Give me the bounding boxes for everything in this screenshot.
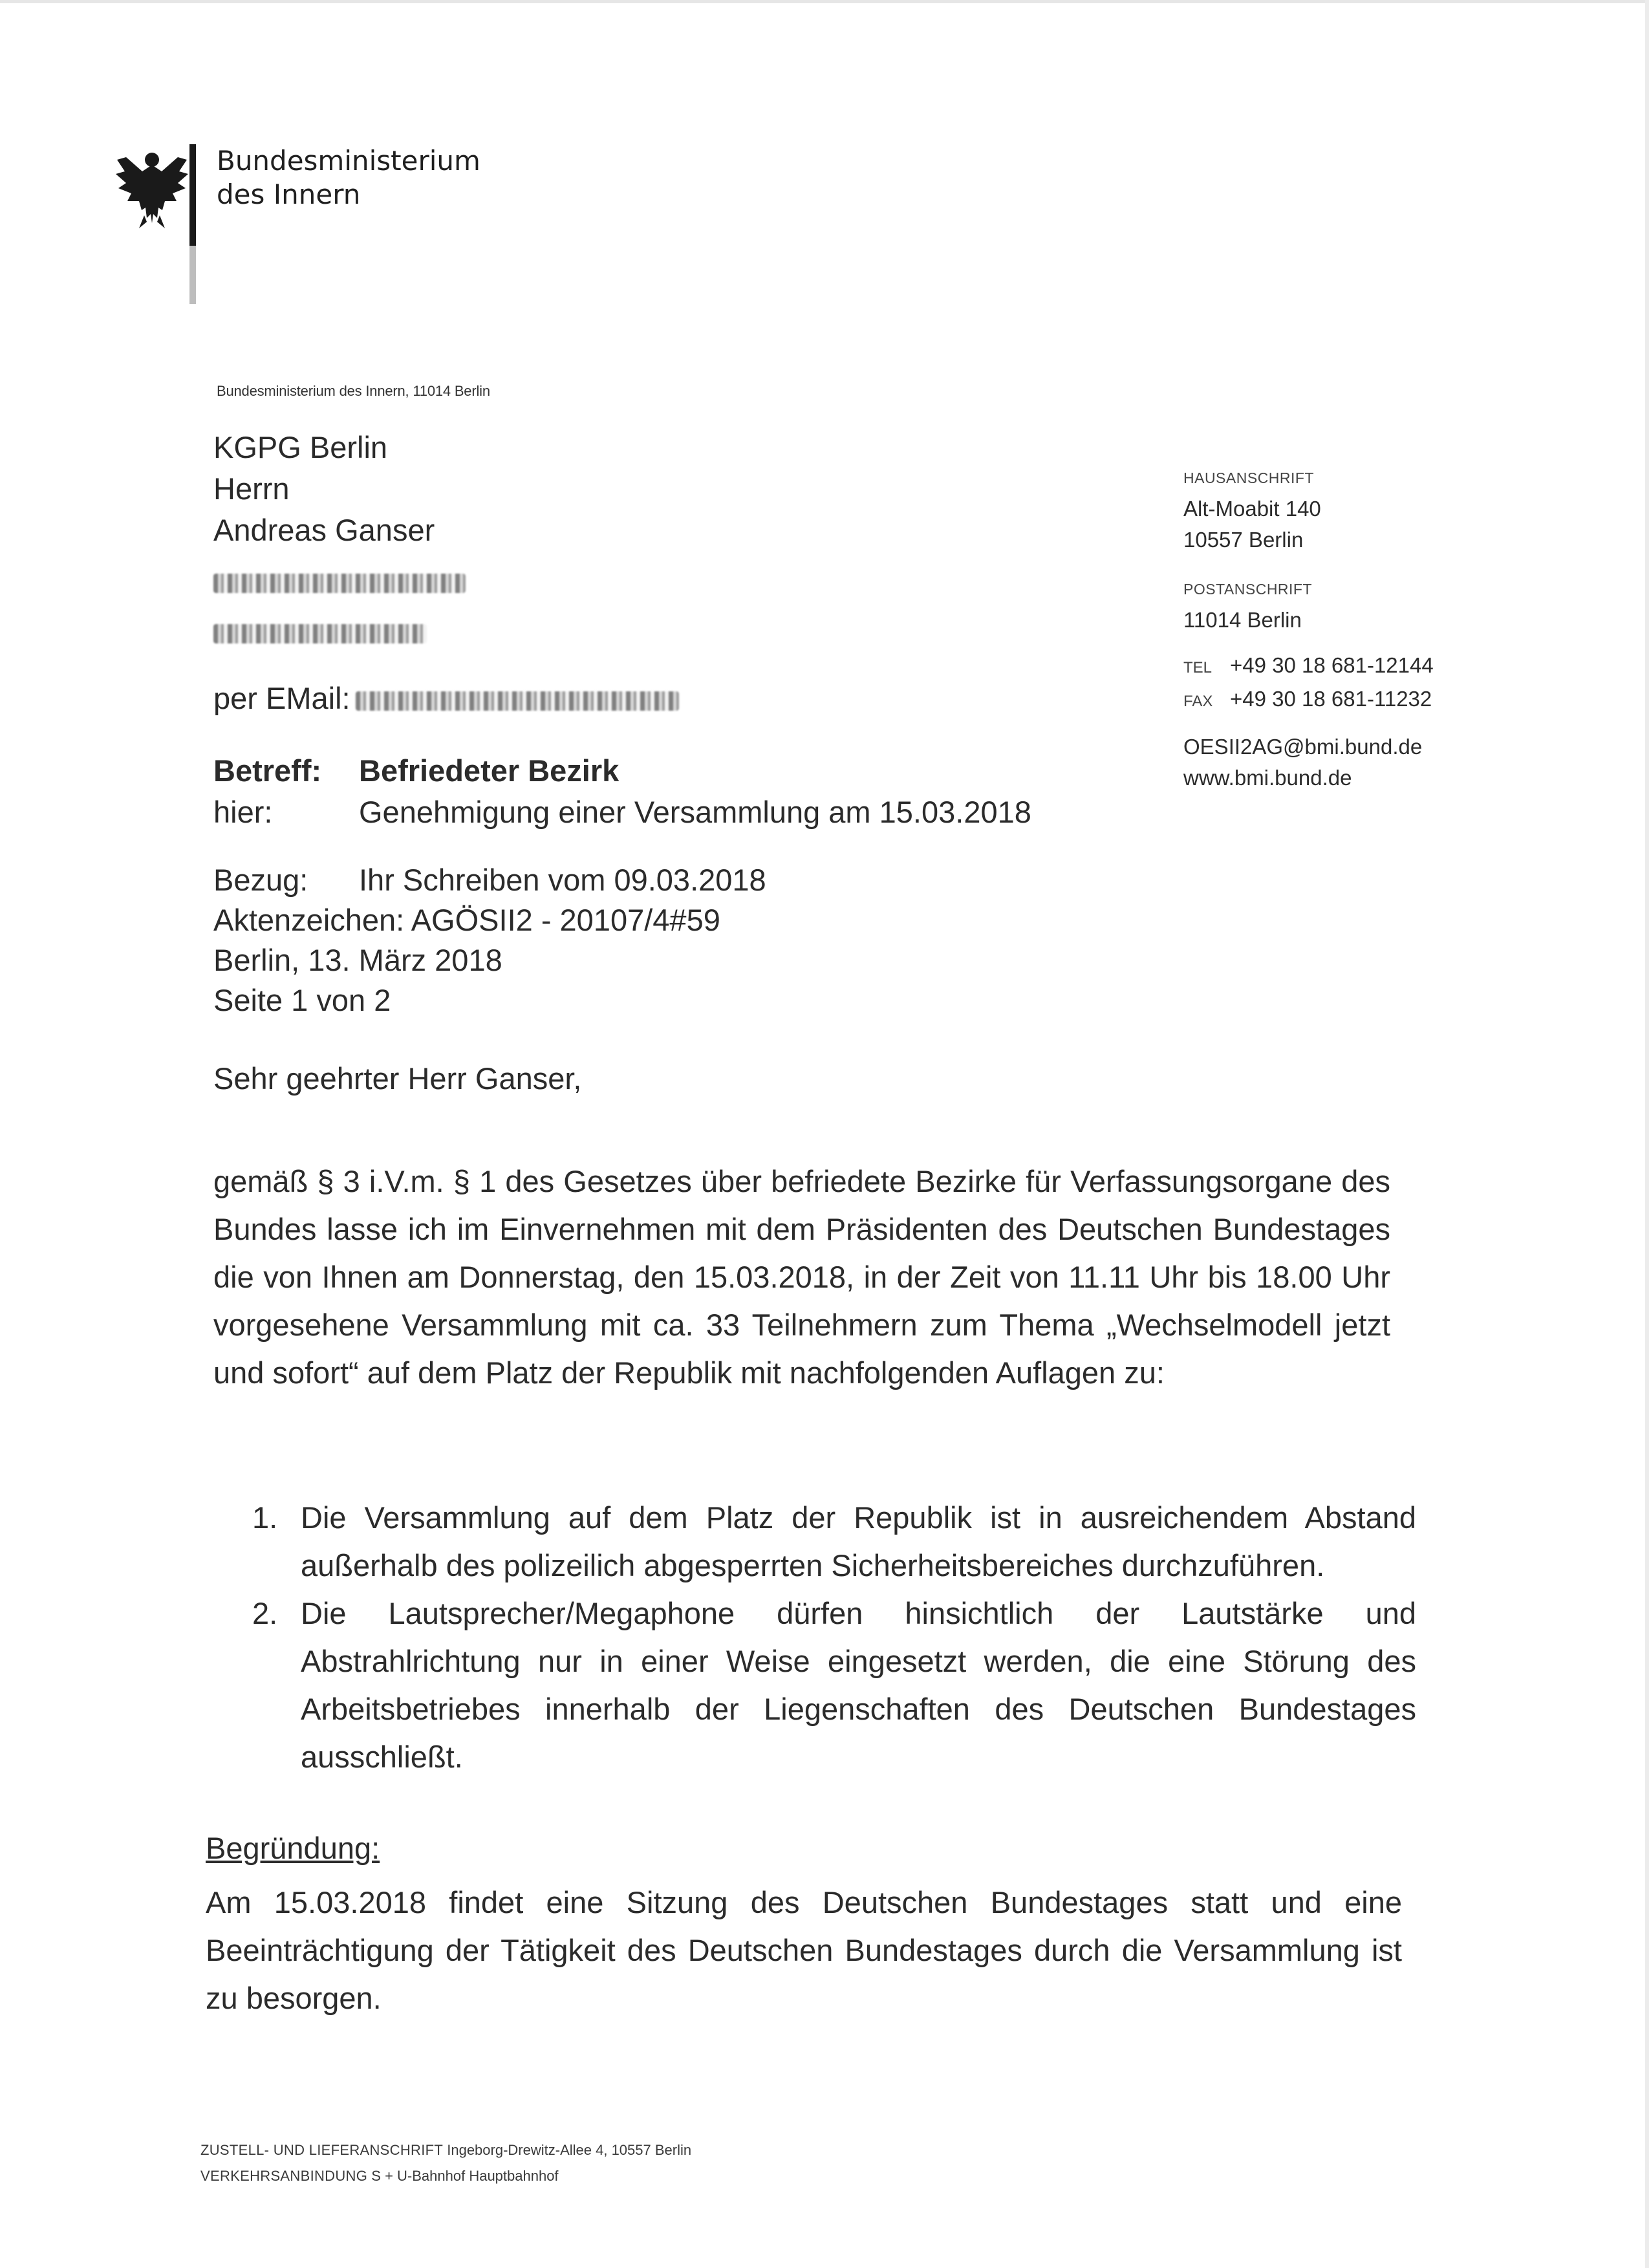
ministry-name-line1: Bundesministerium (217, 145, 480, 177)
list-item-text: Die Lautsprecher/Megaphone dürfen hinsichtlich der Lautstärke und Abstrahlrichtung nur in einer Weise eingesetzt werden, die eine Störung des Arbeitsbetriebes innerhalb der Liegenschaften des Deutschen Bundestages ausschließt. (301, 1596, 1416, 1774)
email-line (213, 680, 679, 716)
betreff-label: Betreff: (213, 753, 322, 788)
ministry-name (217, 144, 480, 211)
tel-label: TEL (1183, 659, 1212, 676)
contact-web: www.bmi.bund.de (1183, 766, 1352, 790)
recipient-org: KGPG Berlin (213, 430, 388, 464)
hier-row (213, 792, 1031, 833)
reference-block (213, 860, 766, 1021)
footer (200, 2137, 691, 2189)
hier-value: Genehmigung einer Versammlung am 15.03.2018 (359, 795, 1031, 829)
contact-email: OESII2AG@bmi.bund.de (1183, 735, 1423, 759)
bezug-row (213, 860, 766, 900)
fax-number: +49 30 18 681-11232 (1230, 687, 1432, 711)
list-item (252, 1494, 1416, 1590)
redacted-city (213, 610, 466, 652)
tel-row (1183, 650, 1546, 684)
list-item-number: 1. (252, 1500, 278, 1535)
brand-bar-grey (189, 246, 196, 304)
hausanschrift-city: 10557 Berlin (1183, 528, 1304, 552)
subject-block (213, 750, 1031, 833)
redacted-email (356, 691, 679, 711)
betreff-row (213, 750, 1031, 792)
fax-label: FAX (1183, 693, 1213, 710)
list-item-text: Die Versammlung auf dem Platz der Republik ist in ausreichendem Abstand außerhalb des polizeilich abgesperrten Sicherheitsbereiches durchzuführen. (301, 1500, 1416, 1582)
begruendung-heading: Begründung: (206, 1831, 380, 1865)
conditions-list (252, 1494, 1416, 1781)
recipient-salutation: Herrn (213, 471, 290, 506)
bezug-label: Bezug: (213, 863, 308, 897)
postanschrift-city: 11014 Berlin (1183, 608, 1302, 632)
hier-label: hier: (213, 795, 273, 829)
list-item (252, 1590, 1416, 1781)
aktenzeichen: Aktenzeichen: AGÖSII2 - 20107/4#59 (213, 903, 720, 937)
footer-delivery (200, 2137, 691, 2163)
footer-delivery-value: Ingeborg-Drewitz-Allee 4, 10557 Berlin (447, 2142, 692, 2158)
scan-edge-right (1645, 0, 1649, 2268)
footer-transport-value: S + U-Bahnhof Hauptbahnhof (371, 2168, 559, 2184)
footer-delivery-label: ZUSTELL- UND LIEFERANSCHRIFT (200, 2142, 444, 2158)
footer-transport-label: VERKEHRSANBINDUNG (200, 2168, 368, 2184)
hausanschrift-label: HAUSANSCHRIFT (1183, 470, 1315, 486)
hausanschrift-street: Alt-Moabit 140 (1183, 497, 1321, 521)
bezug-value: Ihr Schreiben vom 09.03.2018 (359, 863, 766, 897)
begruendung-text: Am 15.03.2018 findet eine Sitzung des Deutschen Bundestages statt und eine Beeinträchtigung der Tätigkeit des Deutschen Bundestages durch die Versammlung ist zu besorgen. (206, 1885, 1402, 2015)
scan-edge-top (0, 0, 1649, 3)
contact-block (1183, 462, 1546, 794)
betreff-value: Befriedeter Bezirk (359, 753, 620, 788)
redacted-street (213, 560, 466, 601)
letter-date: Berlin, 13. März 2018 (213, 943, 502, 977)
postanschrift-label: POSTANSCHRIFT (1183, 581, 1313, 598)
body-paragraph: gemäß § 3 i.V.m. § 1 des Gesetzes über befriedete Bezirke für Verfassungsorgane des Bundes lasse ich im Einvernehmen mit dem Präsidenten des Deutschen Bundestages die von Ihnen am Donnerstag, den 15.03.2018, in der Zeit von 11.11 Uhr bis 18.00 Uhr vorgesehene Versammlung mit ca. 33 Teilnehmern zum Thema „Wechselmodell jetzt und sofort“ auf dem Platz der Republik mit nachfolgenden Auflagen zu: (213, 1164, 1390, 1390)
tel-number: +49 30 18 681-12144 (1230, 653, 1434, 677)
salutation: Sehr geehrter Herr Ganser, (213, 1061, 582, 1096)
list-item-number: 2. (252, 1596, 278, 1630)
page-number: Seite 1 von 2 (213, 983, 391, 1017)
federal-eagle-icon (113, 146, 191, 233)
email-label: per EMail: (213, 681, 350, 715)
ministry-name-line2: des Innern (217, 178, 361, 210)
brand-bar (189, 144, 196, 246)
recipient-name: Andreas Ganser (213, 513, 435, 547)
fax-row (1183, 684, 1546, 717)
footer-transport (200, 2163, 691, 2189)
recipient-address (213, 427, 466, 652)
sender-line: Bundesministerium des Innern, 11014 Berlin (217, 383, 490, 399)
